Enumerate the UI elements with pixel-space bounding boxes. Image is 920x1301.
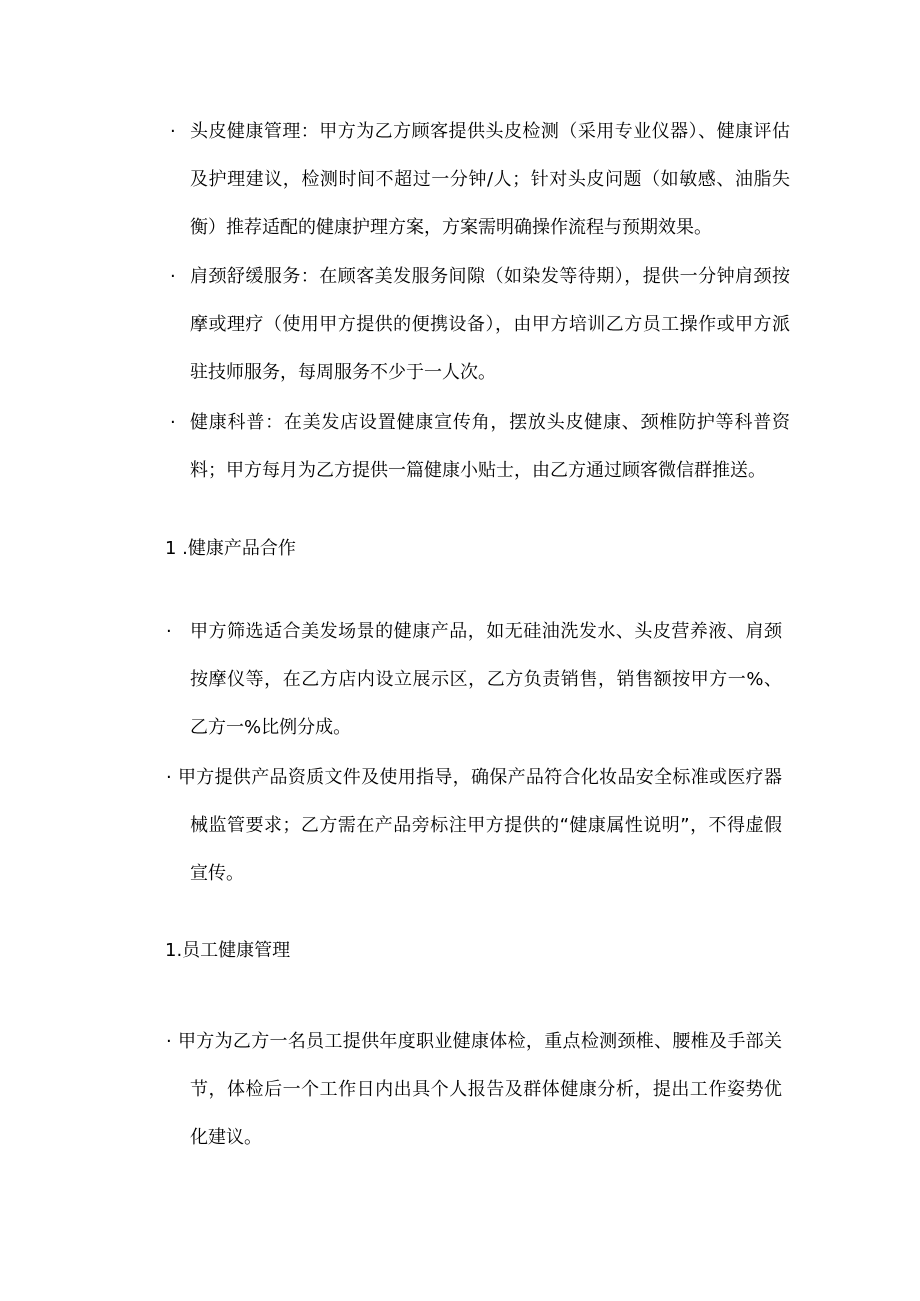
paragraph-scalp-health: 头皮健康管理：甲方为乙方顾客提供头皮检测（采用专业仪器）、健康评估及护理建议，检测时间不超过一分钟/人；针对头皮问题（如敏感、油脂失衡）推荐适配的健康护理方案，方案需明确操作流程与预期效果。 [190, 121, 790, 238]
bullet-marker: · [166, 621, 172, 642]
paragraph-shoulder-service: 肩颈舒缓服务：在顾客美发服务间隙（如染发等待期），提供一分钟肩颈按摩或理疗（使用甲方提供的便携设备），由甲方培训乙方员工操作或甲方派驻技师服务，每周服务不少于一人次。 [190, 266, 790, 383]
bullet-marker: · [166, 1031, 172, 1052]
bullet-marker: · [170, 121, 176, 142]
paragraph-staff-checkup: 甲方为乙方一名员工提供年度职业健康体检，重点检测颈椎、腰椎及手部关节，体检后一个工作日内出具个人报告及群体健康分析，提出工作姿势优化建议。 [178, 1031, 782, 1148]
bullet-marker: · [170, 266, 176, 287]
bullet-marker: · [166, 767, 172, 788]
bullet-marker: · [170, 412, 176, 433]
paragraph-product-qualification: 甲方提供产品资质文件及使用指导，确保产品符合化妆品安全标准或医疗器械监管要求；乙方需在产品旁标注甲方提供的“健康属性说明”，不得虚假宣传。 [178, 767, 782, 884]
paragraph-product-selection: 甲方筛选适合美发场景的健康产品，如无硅油洗发水、头皮营养液、肩颈按摩仪等，在乙方店内设立展示区，乙方负责销售，销售额按甲方一%、乙方一%比例分成。 [190, 621, 782, 738]
section-heading-staff: 1.员工健康管理 [165, 940, 291, 961]
paragraph-health-education: 健康科普：在美发店设置健康宣传角，摆放头皮健康、颈椎防护等科普资料；甲方每月为乙方提供一篇健康小贴士，由乙方通过顾客微信群推送。 [190, 412, 790, 481]
section-heading-products: 1 .健康产品合作 [165, 538, 296, 559]
